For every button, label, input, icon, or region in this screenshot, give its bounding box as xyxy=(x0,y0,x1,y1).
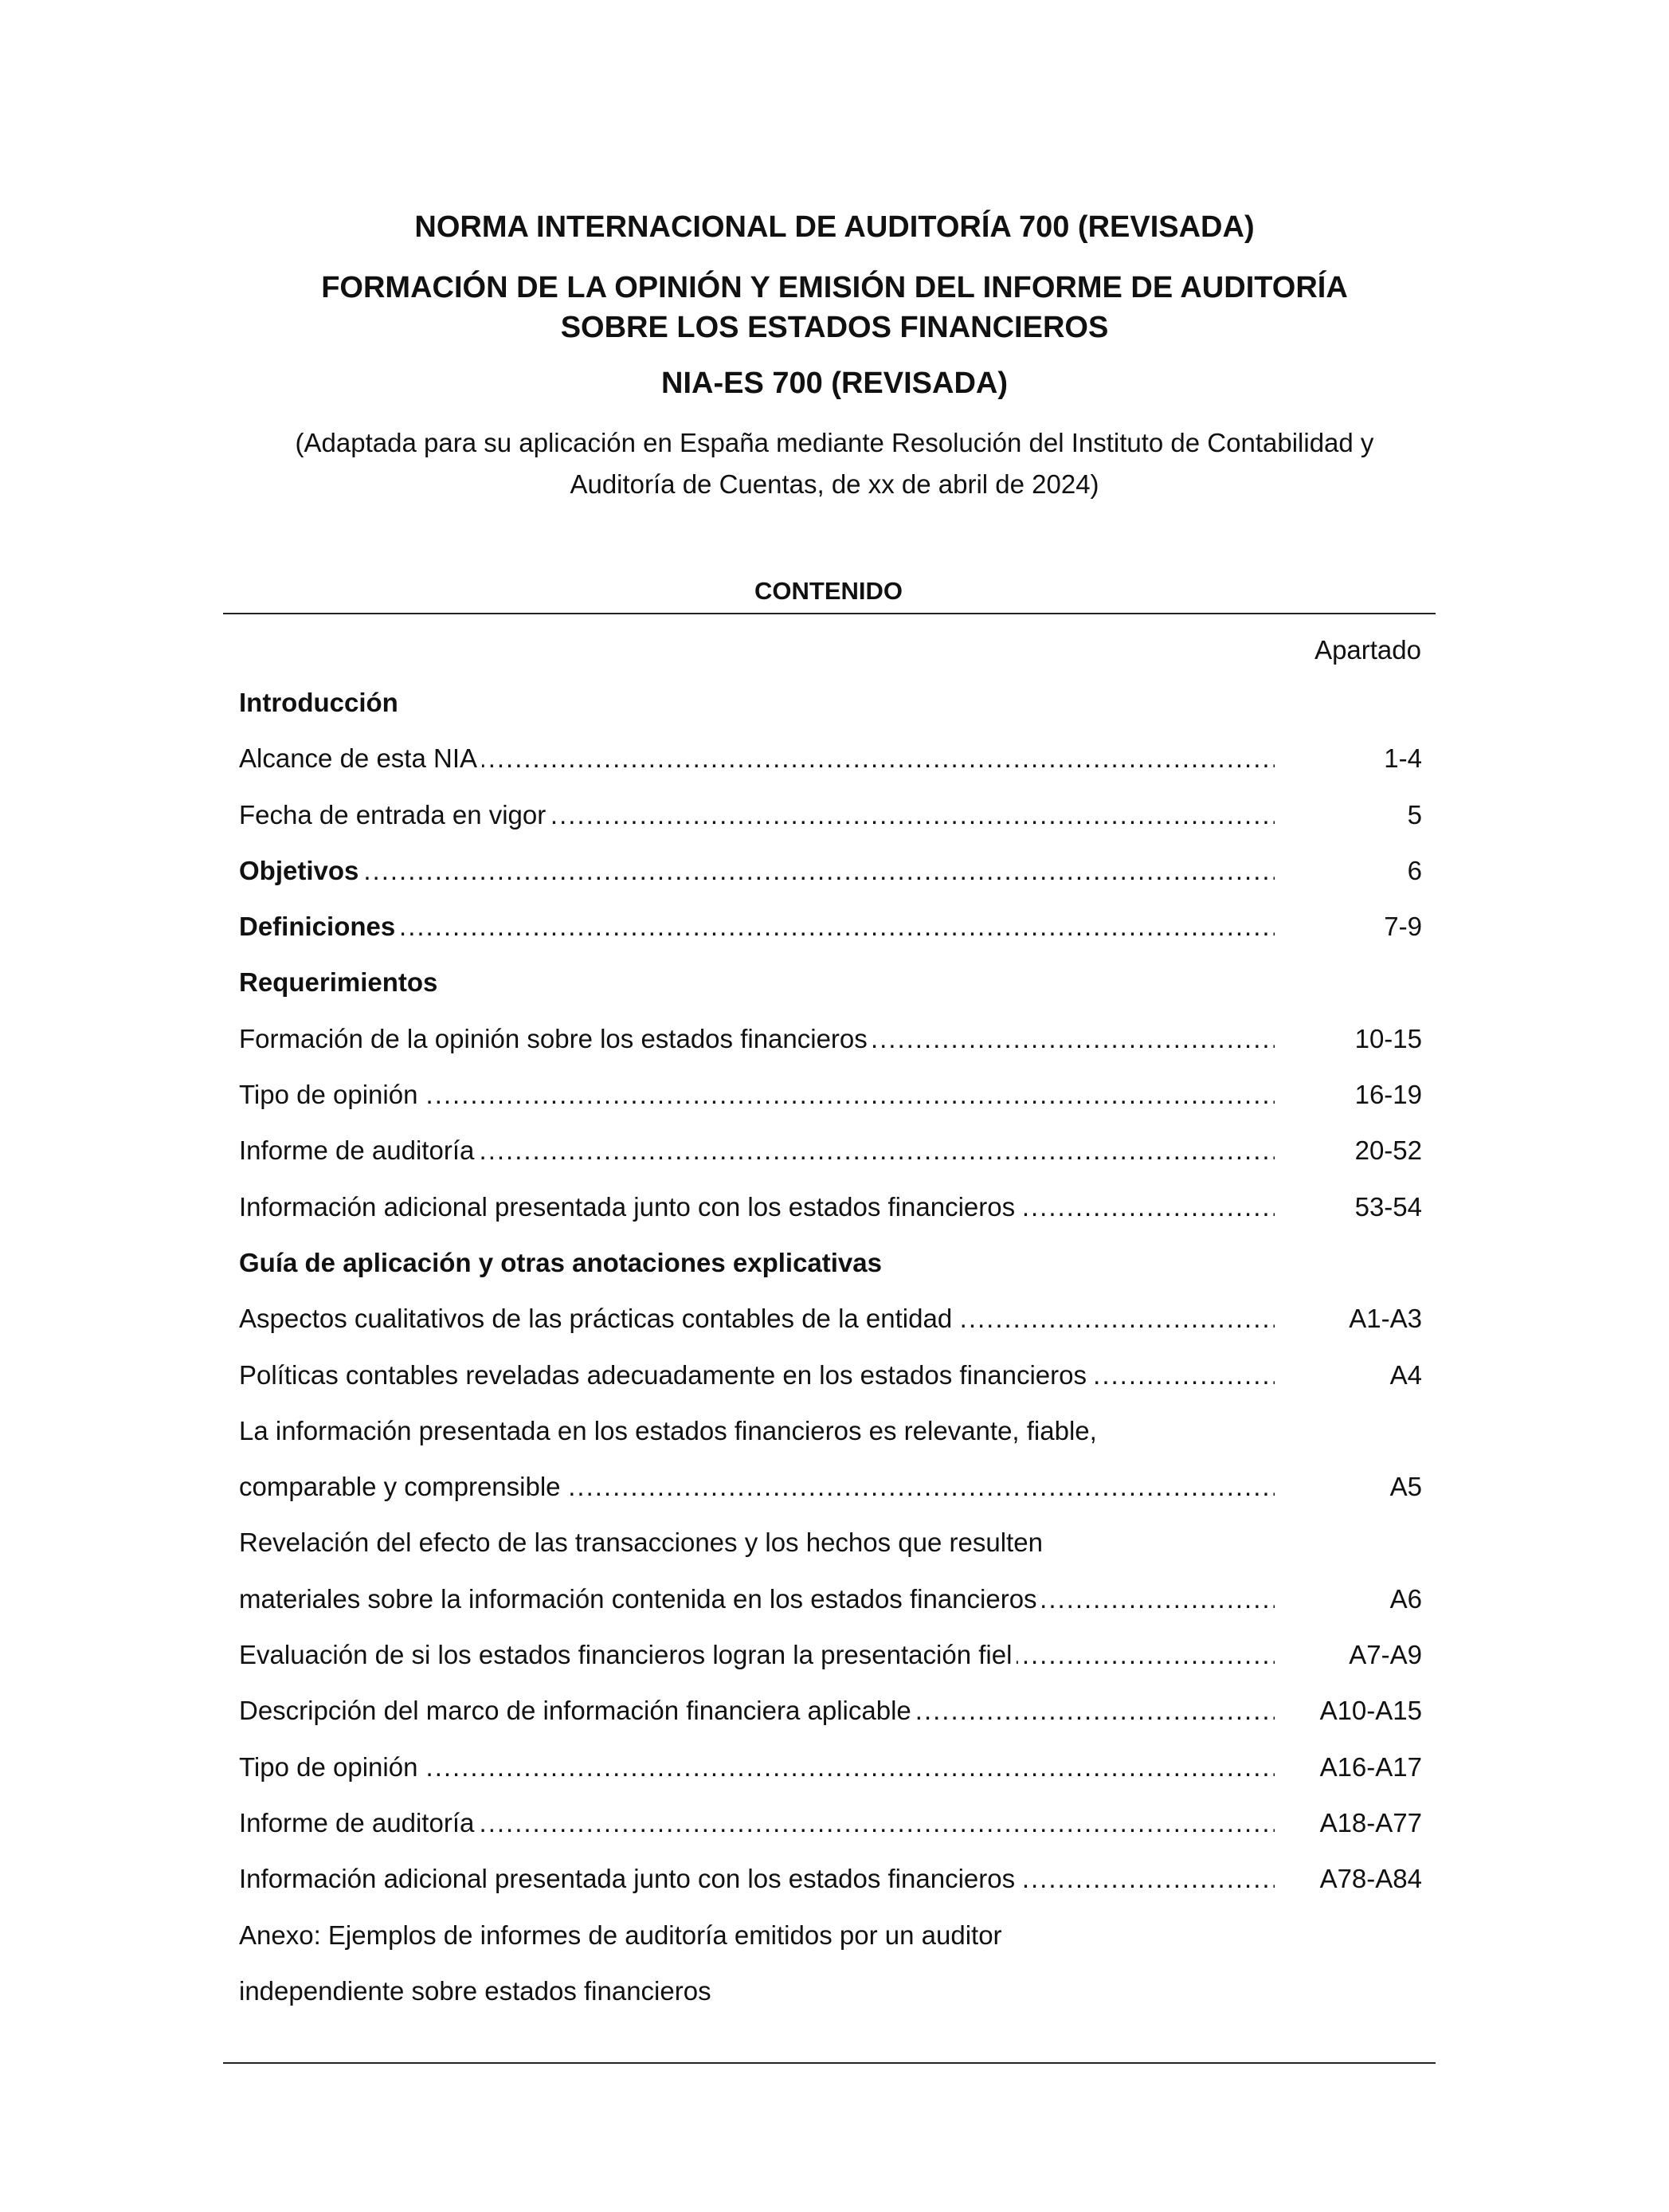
adaptation-note xyxy=(207,422,1462,505)
toc-entry-label-wrap xyxy=(239,855,1275,887)
toc-entry-label-wrap xyxy=(239,1639,1275,1671)
toc-entry-paragraphs: A7-A9 xyxy=(1349,1640,1422,1670)
toc-entry-paragraphs: A6 xyxy=(1389,1583,1422,1614)
toc-entry-label: Descripción del marco de información financiera aplicable xyxy=(239,1696,916,1725)
paragraph-column-label: Apartado xyxy=(1314,635,1421,665)
toc-entry xyxy=(239,1247,1422,1303)
toc-entry-paragraphs: 20-52 xyxy=(1354,1135,1422,1166)
toc-entry-label-wrap xyxy=(239,1079,1275,1111)
toc-entry-label: Definiciones xyxy=(239,912,400,941)
toc-entry-label-wrap xyxy=(239,1583,1275,1615)
toc-entry xyxy=(239,743,1422,798)
toc-entry-paragraphs: 5 xyxy=(1407,799,1422,830)
adaptation-note-line2: Auditoría de Cuentas, de xx de abril de 2024) xyxy=(570,469,1099,499)
toc-entry-label-wrap xyxy=(239,1247,1275,1279)
toc-entry-paragraphs: A16-A17 xyxy=(1319,1751,1422,1782)
toc-entry-label-wrap xyxy=(239,1135,1275,1167)
table-of-contents xyxy=(239,687,1422,2031)
toc-entry-label-wrap xyxy=(239,1359,1275,1391)
toc-entry-label: Guía de aplicación y otras anotaciones explicativas xyxy=(239,1248,887,1277)
toc-entry-label: Tipo de opinión xyxy=(239,1080,422,1109)
toc-entry xyxy=(239,1807,1422,1863)
toc-entry xyxy=(239,1191,1422,1247)
toc-entry-label-wrap xyxy=(239,911,1275,943)
toc-entry-paragraphs: 7-9 xyxy=(1384,912,1422,942)
toc-entry-label: Información adicional presentada junto con los estados financieros xyxy=(239,1864,1020,1893)
standard-subject-line1: FORMACIÓN DE LA OPINIÓN Y EMISIÓN DEL INFORME DE AUDITORÍA xyxy=(321,271,1348,304)
toc-entry xyxy=(239,1303,1422,1359)
toc-entry xyxy=(239,1863,1422,1919)
toc-entry-paragraphs: A5 xyxy=(1389,1472,1422,1502)
toc-entry-label: comparable y comprensible xyxy=(239,1472,566,1501)
toc-entry xyxy=(239,911,1422,967)
toc-entry-label-wrap xyxy=(239,1527,1275,1559)
toc-entry-label-wrap xyxy=(239,1023,1275,1055)
toc-entry-label: Objetivos xyxy=(239,856,363,885)
toc-entry-label: Tipo de opinión xyxy=(239,1752,422,1782)
toc-entry xyxy=(239,967,1422,1022)
toc-entry-label-wrap xyxy=(239,1695,1275,1727)
toc-entry-paragraphs: 53-54 xyxy=(1354,1191,1422,1222)
toc-entry-label-wrap xyxy=(239,967,1275,998)
toc-entry-label: Evaluación de si los estados financieros logran la presentación fiel xyxy=(239,1640,1017,1669)
bottom-divider xyxy=(223,2062,1436,2064)
toc-entry-label-wrap xyxy=(239,1807,1275,1839)
toc-entry xyxy=(239,1079,1422,1135)
toc-entry-label-wrap xyxy=(239,1863,1275,1895)
toc-entry-label-wrap xyxy=(239,1471,1275,1503)
dot-leader xyxy=(239,855,1275,887)
toc-entry-label-wrap xyxy=(239,1191,1275,1223)
toc-entry xyxy=(239,855,1422,911)
contents-heading: CONTENIDO xyxy=(754,577,903,605)
toc-entry xyxy=(239,1527,1422,1583)
toc-entry-label: Políticas contables reveladas adecuadamente en los estados financieros xyxy=(239,1360,1091,1390)
standard-code: NIA-ES 700 (REVISADA) xyxy=(661,367,1008,400)
toc-entry xyxy=(239,1359,1422,1415)
toc-entry-label: Aspectos cualitativos de las prácticas contables de la entidad xyxy=(239,1304,957,1333)
toc-entry-label-wrap xyxy=(239,799,1275,831)
toc-entry-label: Anexo: Ejemplos de informes de auditoría emitidos por un auditor xyxy=(239,1920,1007,1950)
toc-entry xyxy=(239,1695,1422,1751)
toc-entry-paragraphs: A78-A84 xyxy=(1319,1864,1422,1894)
toc-entry-paragraphs: A1-A3 xyxy=(1349,1304,1422,1334)
toc-entry-label-wrap xyxy=(239,1975,1275,2007)
toc-entry-label-wrap xyxy=(239,687,1275,719)
toc-entry-label-wrap xyxy=(239,1415,1275,1447)
toc-entry-paragraphs: 1-4 xyxy=(1384,743,1422,774)
standard-subject xyxy=(207,268,1462,347)
toc-entry-label-wrap xyxy=(239,743,1275,775)
toc-entry-label: Fecha de entrada en vigor xyxy=(239,800,550,830)
toc-entry-label: Requerimientos xyxy=(239,967,442,997)
toc-entry xyxy=(239,799,1422,855)
toc-entry-label: Informe de auditoría xyxy=(239,1808,479,1837)
toc-entry-label: materiales sobre la información contenida en los estados financieros xyxy=(239,1584,1042,1614)
toc-entry xyxy=(239,1583,1422,1639)
toc-entry xyxy=(239,1415,1422,1471)
toc-entry-label-wrap xyxy=(239,1920,1275,1951)
top-divider xyxy=(223,613,1436,614)
toc-entry-paragraphs: A4 xyxy=(1389,1359,1422,1390)
toc-entry-label: La información presentada en los estados financieros es relevante, fiable, xyxy=(239,1416,1102,1445)
toc-entry-label-wrap xyxy=(239,1751,1275,1783)
standard-subject-line2: SOBRE LOS ESTADOS FINANCIEROS xyxy=(560,311,1109,344)
standard-title: NORMA INTERNACIONAL DE AUDITORÍA 700 (REVISADA) xyxy=(414,210,1255,244)
toc-entry xyxy=(239,1023,1422,1079)
adaptation-note-line1: (Adaptada para su aplicación en España mediante Resolución del Instituto de Contabilidad y xyxy=(295,428,1374,457)
toc-entry-label: Introducción xyxy=(239,688,403,717)
toc-entry xyxy=(239,1639,1422,1695)
toc-entry xyxy=(239,1920,1422,1975)
toc-entry-label: Revelación del efecto de las transacciones y los hechos que resulten xyxy=(239,1528,1048,1557)
toc-entry xyxy=(239,1135,1422,1190)
toc-entry xyxy=(239,1975,1422,2031)
toc-entry-label-wrap xyxy=(239,1303,1275,1335)
toc-entry-label: Alcance de esta NIA xyxy=(239,743,482,773)
toc-entry xyxy=(239,1751,1422,1807)
toc-entry-label: Informe de auditoría xyxy=(239,1135,479,1165)
toc-entry-label: Información adicional presentada junto con los estados financieros xyxy=(239,1192,1020,1222)
toc-entry-paragraphs: 6 xyxy=(1407,855,1422,885)
toc-entry-paragraphs: 16-19 xyxy=(1354,1080,1422,1110)
toc-entry xyxy=(239,1471,1422,1527)
toc-entry xyxy=(239,687,1422,743)
toc-entry-paragraphs: A18-A77 xyxy=(1319,1807,1422,1837)
toc-entry-label: independiente sobre estados financieros xyxy=(239,1976,716,2006)
toc-entry-paragraphs: 10-15 xyxy=(1354,1023,1422,1053)
toc-entry-paragraphs: A10-A15 xyxy=(1319,1696,1422,1726)
toc-entry-label: Formación de la opinión sobre los estados financieros xyxy=(239,1024,872,1053)
